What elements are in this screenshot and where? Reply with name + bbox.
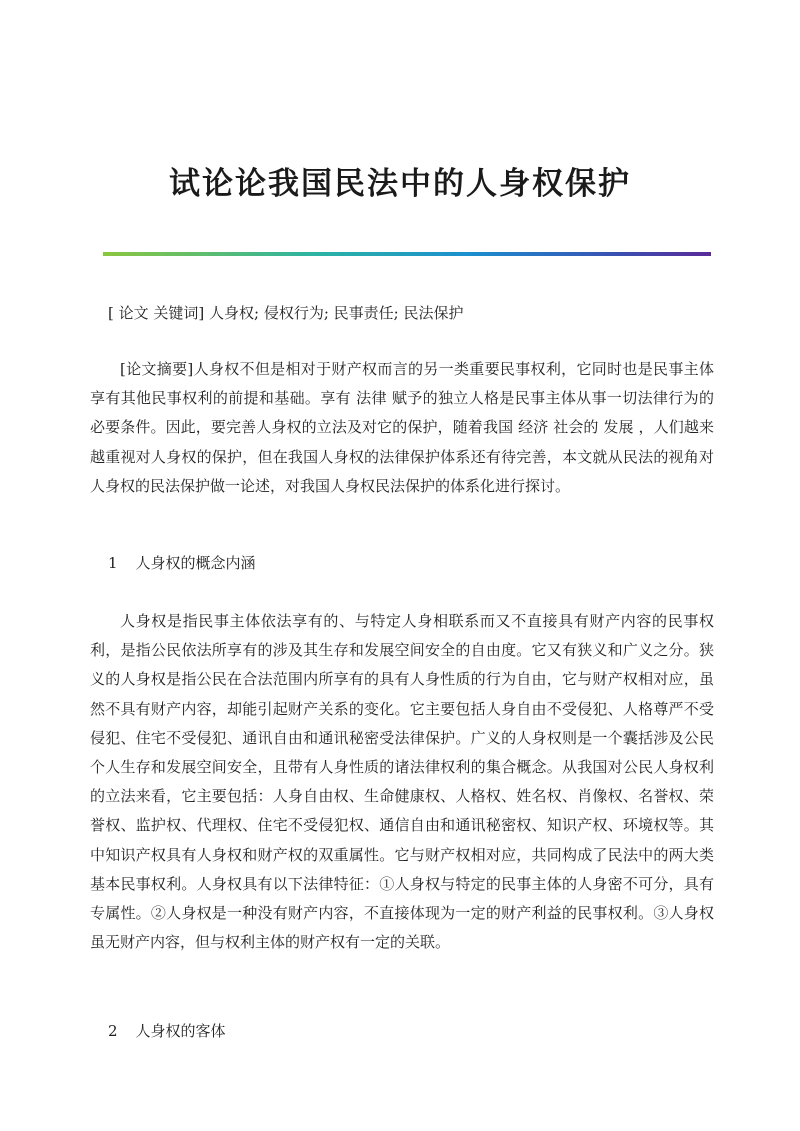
section-number: 1 <box>108 554 118 572</box>
section-title: 人身权的客体 <box>135 1022 226 1040</box>
section-heading-2 <box>108 1020 226 1041</box>
abstract-paragraph: [论文摘要]人身权不但是相对于财产权而言的另一类重要民事权利，它同时也是民事主体享有其他民事权利的前提和基础。享有 法律 赋予的独立人格是民事主体从事一切法律行为的必要条件。因此，要完善人身权的立法及对它的保护，随着我国 经济 社会的 发展 ，人们越来越重视对人身权的保护，但在我国人身权的法律保护体系还有待完善，本文就从民法的视角对人身权的民法保护做一论述，对我国人身权民法保护的体系化进行探讨。 <box>90 360 714 495</box>
title-divider <box>103 252 711 256</box>
section-heading-1 <box>108 552 256 573</box>
section-title: 人身权的概念内涵 <box>135 554 256 572</box>
section-1-body: 人身权是指民事主体依法享有的、与特定人身相联系而又不直接具有财产内容的民事权利，是指公民依法所享有的涉及其生存和发展空间安全的自由度。它又有狭义和广义之分。狭义的人身权是指公民在合法范围内所享有的具有人身性质的行为自由，它与财产权相对应，虽然不具有财产内容，却能引起财产关系的变化。它主要包括人身自由不受侵犯、人格尊严不受侵犯、住宅不受侵犯、通讯自由和通讯秘密受法律保护。广义的人身权则是一个囊括涉及公民个人生存和发展空间安全，且带有人身性质的诸法律权利的集合概念。从我国对公民人身权利的立法来看，它主要包括：人身自由权、生命健康权、人格权、姓名权、肖像权、名誉权、荣誉权、监护权、代理权、住宅不受侵犯权、通信自由和通讯秘密权、知识产权、环境权等。其中知识产权具有人身权和财产权的双重属性。它与财产权相对应，共同构成了民法中的两大类基本民事权利。人身权具有以下法律特征：①人身权与特定的民事主体的人身密不可分，具有专属性。②人身权是一种没有财产内容，不直接体现为一定的财产利益的民事权利。③人身权虽无财产内容，但与权利主体的财产权有一定的关联。 <box>90 612 714 952</box>
keywords-line: [ 论文 关键词] 人身权; 侵权行为; 民事责任; 民法保护 <box>108 304 464 322</box>
section-number: 2 <box>108 1022 118 1040</box>
page-title: 试论论我国民法中的人身权保护 <box>169 166 631 202</box>
